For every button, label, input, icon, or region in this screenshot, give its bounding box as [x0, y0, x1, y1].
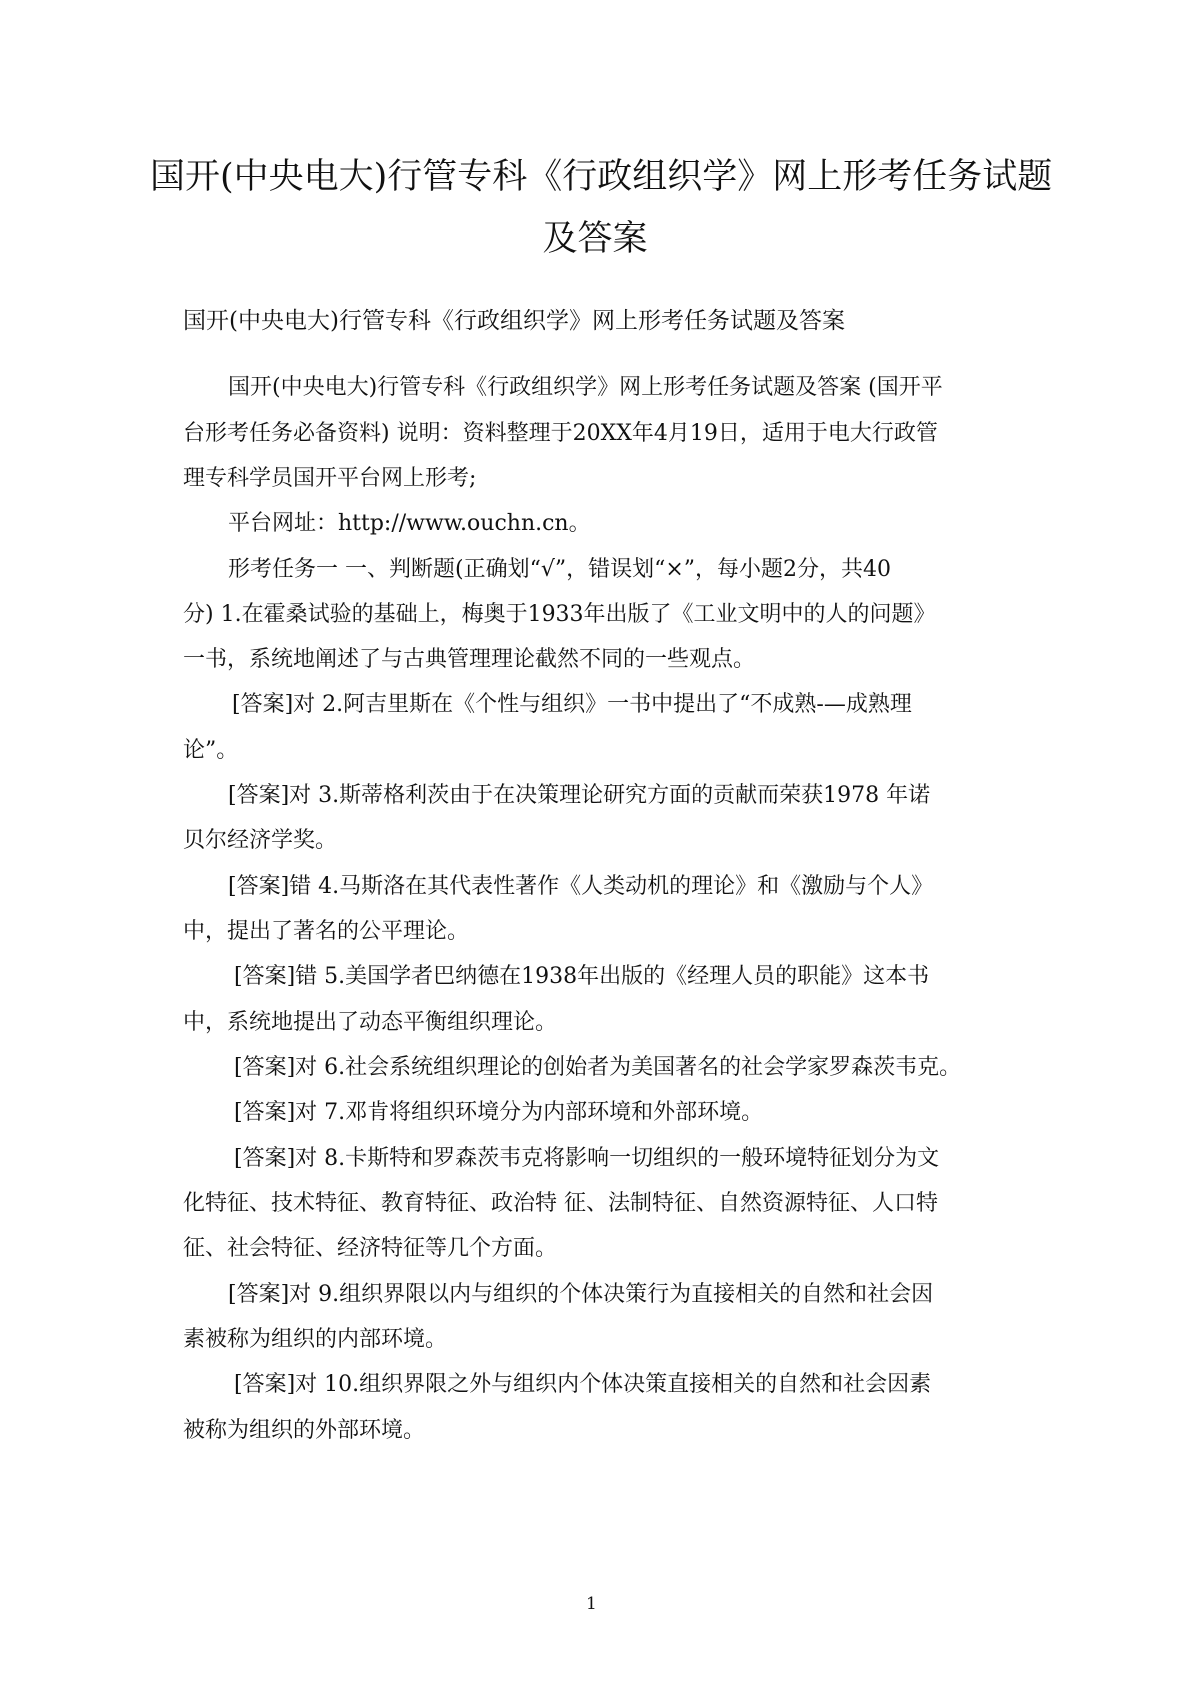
body-line: [答案]错 5.美国学者巴纳德在1938年出版的《经理人员的职能》这本书 [234, 964, 930, 989]
body-line: 中，系统地提出了动态平衡组织理论。 [183, 1010, 558, 1035]
body-line: [答案]对 3.斯蒂格利茨由于在决策理论研究方面的贡献而荣获1978 年诺 [228, 783, 931, 808]
document-title-line-1: 国开(中央电大)行管专科《行政组织学》网上形考任务试题 [150, 157, 1053, 197]
body-line: 贝尔经济学奖。 [183, 828, 338, 853]
body-line: [答案]对 10.组织界限之外与组织内个体决策直接相关的自然和社会因素 [234, 1372, 932, 1397]
body-line: 分) 1.在霍桑试验的基础上，梅奥于1933年出版了《工业文明中的人的问题》 [183, 602, 936, 627]
body-line: [答案]对 6.社会系统组织理论的创始者为美国著名的社会学家罗森茨韦克。 [234, 1055, 962, 1080]
body-line: [答案]对 7.邓肯将组织环境分为内部环境和外部环境。 [234, 1100, 764, 1125]
body-line: 中，提出了著名的公平理论。 [183, 919, 470, 944]
body-line: 素被称为组织的内部环境。 [183, 1327, 448, 1352]
body-line: 征、社会特征、经济特征等几个方面。 [183, 1236, 558, 1261]
document-title-line-2: 及答案 [542, 219, 648, 259]
body-line: 化特征、技术特征、教育特征、政治特 征、法制特征、自然资源特征、人口特 [183, 1191, 938, 1216]
body-line: 平台网址：http://www.ouchn.cn。 [228, 511, 591, 536]
body-line: 被称为组织的外部环境。 [183, 1418, 426, 1443]
body-line: 论”。 [183, 738, 239, 763]
body-line: [答案]对 9.组织界限以内与组织的个体决策行为直接相关的自然和社会因 [228, 1282, 934, 1307]
body-line: [答案]对 8.卡斯特和罗森茨韦克将影响一切组织的一般环境特征划分为文 [234, 1146, 940, 1171]
body-line: 一书，系统地阐述了与古典管理理论截然不同的一些观点。 [183, 647, 756, 672]
document-subtitle: 国开(中央电大)行管专科《行政组织学》网上形考任务试题及答案 [183, 308, 845, 334]
page-number: 1 [586, 1594, 597, 1614]
body-line: 台形考任务必备资料) 说明：资料整理于20XX年4月19日，适用于电大行政管 [183, 421, 938, 446]
body-line: [答案]错 4.马斯洛在其代表性著作《人类动机的理论》和《激励与个人》 [228, 874, 934, 899]
body-line: [答案]对 2.阿吉里斯在《个性与组织》一书中提出了“不成熟-—成熟理 [232, 692, 912, 717]
body-line: 国开(中央电大)行管专科《行政组织学》网上形考任务试题及答案 (国开平 [228, 375, 943, 400]
body-line: 形考任务一 一、判断题(正确划“√”，错误划“×”，每小题2分，共40 [228, 557, 892, 582]
body-line: 理专科学员国开平台网上形考; [183, 466, 477, 491]
